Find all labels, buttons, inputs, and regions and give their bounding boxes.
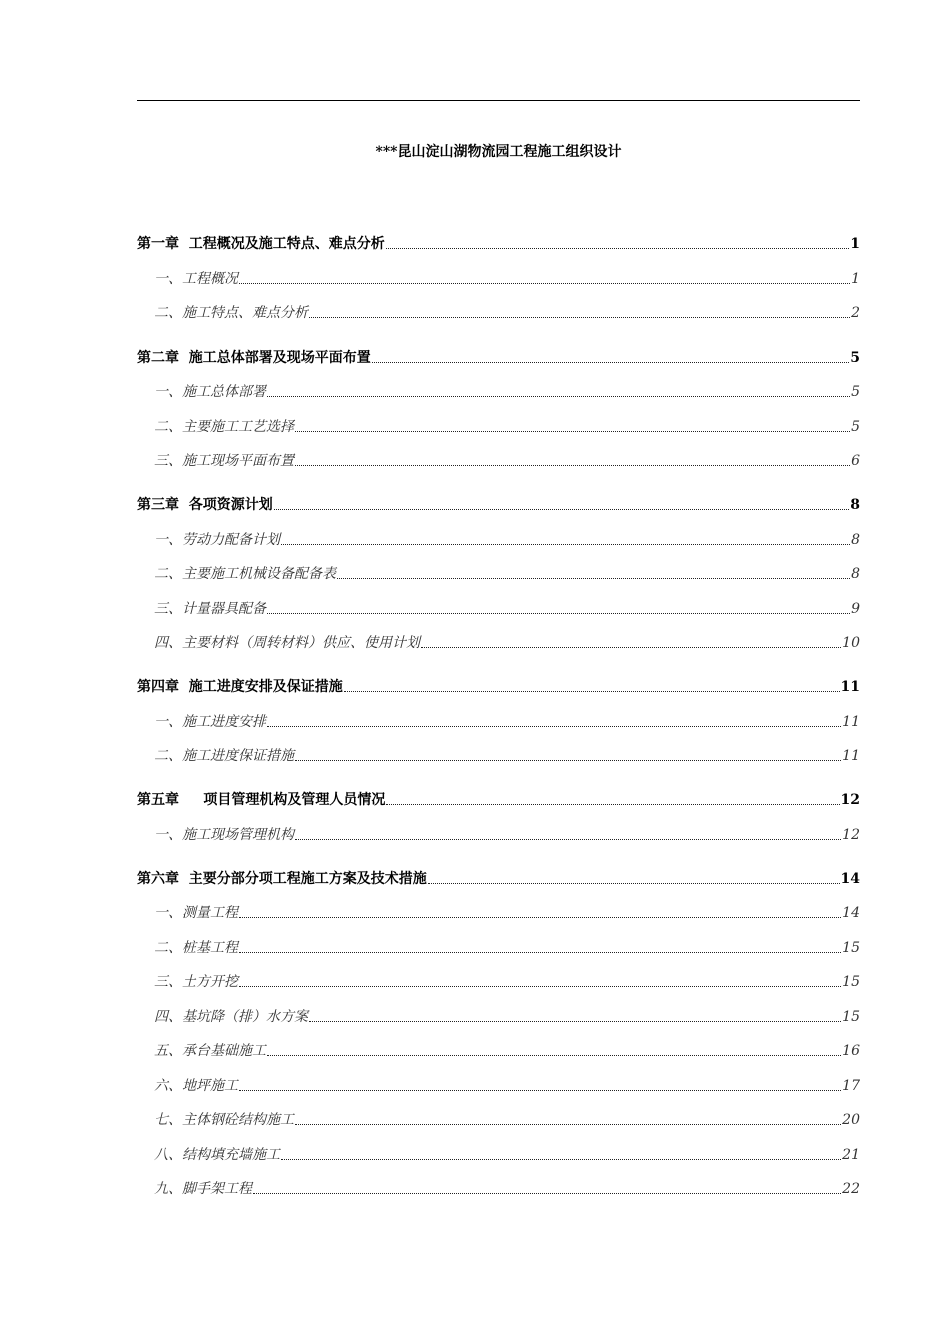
toc-dot-leader <box>295 839 841 840</box>
toc-page-number: 16 <box>842 1043 860 1059</box>
toc-entry-text: 三、施工现场平面布置 <box>154 453 294 469</box>
toc-page-number: 12 <box>840 792 860 808</box>
toc-section-entry[interactable] <box>137 563 860 585</box>
toc-section-entry[interactable] <box>137 381 860 403</box>
toc-entry-text: 第六章 主要分部分项工程施工方案及技术措施 <box>137 871 427 887</box>
toc-page-number: 15 <box>842 940 860 956</box>
toc-page-number: 10 <box>842 635 860 651</box>
toc-dot-leader <box>421 647 841 648</box>
toc-dot-leader <box>239 986 841 987</box>
toc-section-entry[interactable] <box>137 824 860 846</box>
toc-chapter-entry[interactable] <box>137 789 860 811</box>
toc-page-number: 2 <box>851 305 860 321</box>
toc-entry-text: 三、计量器具配备 <box>154 601 266 617</box>
toc-entry-text: 三、土方开挖 <box>154 974 238 990</box>
toc-page-number: 5 <box>851 419 860 435</box>
toc-entry-text: 四、主要材料（周转材料）供应、使用计划 <box>154 635 420 651</box>
toc-page-number: 11 <box>840 679 860 695</box>
toc-section-entry[interactable] <box>137 416 860 438</box>
toc-entry-text: 第三章 各项资源计划 <box>137 497 273 513</box>
toc-dot-leader <box>309 317 850 318</box>
toc-entry-text: 二、施工特点、难点分析 <box>154 305 308 321</box>
toc-entry-text: 四、基坑降（排）水方案 <box>154 1009 308 1025</box>
toc-page-number: 12 <box>842 827 860 843</box>
toc-dot-leader <box>267 726 841 727</box>
document-title: ***昆山淀山湖物流园工程施工组织设计 <box>375 144 622 160</box>
toc-page-number: 11 <box>842 748 860 764</box>
toc-dot-leader <box>281 544 850 545</box>
toc-entry-text: 一、施工现场管理机构 <box>154 827 294 843</box>
toc-entry-text: 一、施工进度安排 <box>154 714 266 730</box>
toc-entry-text: 第四章 施工进度安排及保证措施 <box>137 679 343 695</box>
toc-entry-text: 一、劳动力配备计划 <box>154 532 280 548</box>
toc-entry-text: 二、主要施工机械设备配备表 <box>154 566 336 582</box>
toc-section-entry[interactable] <box>137 1109 860 1131</box>
toc-entry-text: 二、主要施工工艺选择 <box>154 419 294 435</box>
toc-dot-leader <box>239 917 841 918</box>
toc-page-number: 11 <box>842 714 860 730</box>
toc-dot-leader <box>295 760 841 761</box>
toc-section-entry[interactable] <box>137 1144 860 1166</box>
toc-section-entry[interactable] <box>137 1178 860 1200</box>
toc-chapter-entry[interactable] <box>137 868 860 890</box>
toc-chapter-entry[interactable] <box>137 233 860 255</box>
toc-page-number: 5 <box>851 384 860 400</box>
toc-entry-text: 八、结构填充墙施工 <box>154 1147 280 1163</box>
toc-dot-leader <box>309 1021 841 1022</box>
toc-dot-leader <box>239 283 850 284</box>
toc-chapter-entry[interactable] <box>137 347 860 369</box>
toc-dot-leader <box>295 465 850 466</box>
toc-dot-leader <box>239 1090 841 1091</box>
toc-dot-leader <box>428 883 840 884</box>
toc-page-number: 1 <box>850 236 860 252</box>
toc-page-number: 8 <box>851 566 860 582</box>
toc-dot-leader <box>344 691 840 692</box>
toc-section-entry[interactable] <box>137 937 860 959</box>
toc-dot-leader <box>281 1159 841 1160</box>
toc-entry-text: 五、承台基础施工 <box>154 1043 266 1059</box>
toc-page-number: 5 <box>850 350 860 366</box>
toc-dot-leader <box>267 613 850 614</box>
toc-section-entry[interactable] <box>137 632 860 654</box>
toc-section-entry[interactable] <box>137 1006 860 1028</box>
toc-page-number: 9 <box>851 601 860 617</box>
toc-page-number: 14 <box>842 905 860 921</box>
toc-dot-leader <box>267 1055 841 1056</box>
toc-page-number: 21 <box>842 1147 860 1163</box>
toc-entry-text: 一、测量工程 <box>154 905 238 921</box>
toc-dot-leader <box>295 1124 841 1125</box>
toc-section-entry[interactable] <box>137 745 860 767</box>
toc-section-entry[interactable] <box>137 971 860 993</box>
toc-page-number: 8 <box>850 497 860 513</box>
toc-section-entry[interactable] <box>137 1075 860 1097</box>
toc-entry-text: 二、施工进度保证措施 <box>154 748 294 764</box>
toc-page-number: 20 <box>842 1112 860 1128</box>
toc-section-entry[interactable] <box>137 598 860 620</box>
toc-dot-leader <box>337 578 850 579</box>
toc-page-number: 17 <box>842 1078 860 1094</box>
toc-section-entry[interactable] <box>137 450 860 472</box>
toc-entry-text: 七、主体钢砼结构施工 <box>154 1112 294 1128</box>
toc-entry-text: 第一章 工程概况及施工特点、难点分析 <box>137 236 385 252</box>
toc-page-number: 15 <box>842 974 860 990</box>
toc-entry-text: 九、脚手架工程 <box>154 1181 252 1197</box>
toc-dot-leader <box>386 804 839 805</box>
toc-page-number: 14 <box>840 871 860 887</box>
toc-dot-leader <box>295 431 850 432</box>
toc-page-number: 1 <box>851 271 860 287</box>
toc-dot-leader <box>253 1193 841 1194</box>
toc-page-number: 6 <box>851 453 860 469</box>
toc-section-entry[interactable] <box>137 268 860 290</box>
toc-dot-leader <box>372 362 850 363</box>
toc-entry-text: 一、施工总体部署 <box>154 384 266 400</box>
toc-section-entry[interactable] <box>137 1040 860 1062</box>
toc-section-entry[interactable] <box>137 529 860 551</box>
toc-entry-text: 一、工程概况 <box>154 271 238 287</box>
header-rule <box>137 100 860 101</box>
toc-entry-text: 第二章 施工总体部署及现场平面布置 <box>137 350 371 366</box>
toc-section-entry[interactable] <box>137 902 860 924</box>
toc-page-number: 15 <box>842 1009 860 1025</box>
toc-section-entry[interactable] <box>137 302 860 324</box>
toc-entry-text: 六、地坪施工 <box>154 1078 238 1094</box>
toc-section-entry[interactable] <box>137 711 860 733</box>
toc-dot-leader <box>274 509 850 510</box>
toc-entry-text: 二、桩基工程 <box>154 940 238 956</box>
toc-chapter-entry[interactable] <box>137 494 860 516</box>
toc-dot-leader <box>386 248 850 249</box>
toc-page-number: 8 <box>851 532 860 548</box>
toc-page-number: 22 <box>842 1181 860 1197</box>
toc-dot-leader <box>267 396 850 397</box>
toc-dot-leader <box>239 952 841 953</box>
toc-entry-text: 第五章 项目管理机构及管理人员情况 <box>137 792 386 808</box>
toc-chapter-entry[interactable] <box>137 676 860 698</box>
